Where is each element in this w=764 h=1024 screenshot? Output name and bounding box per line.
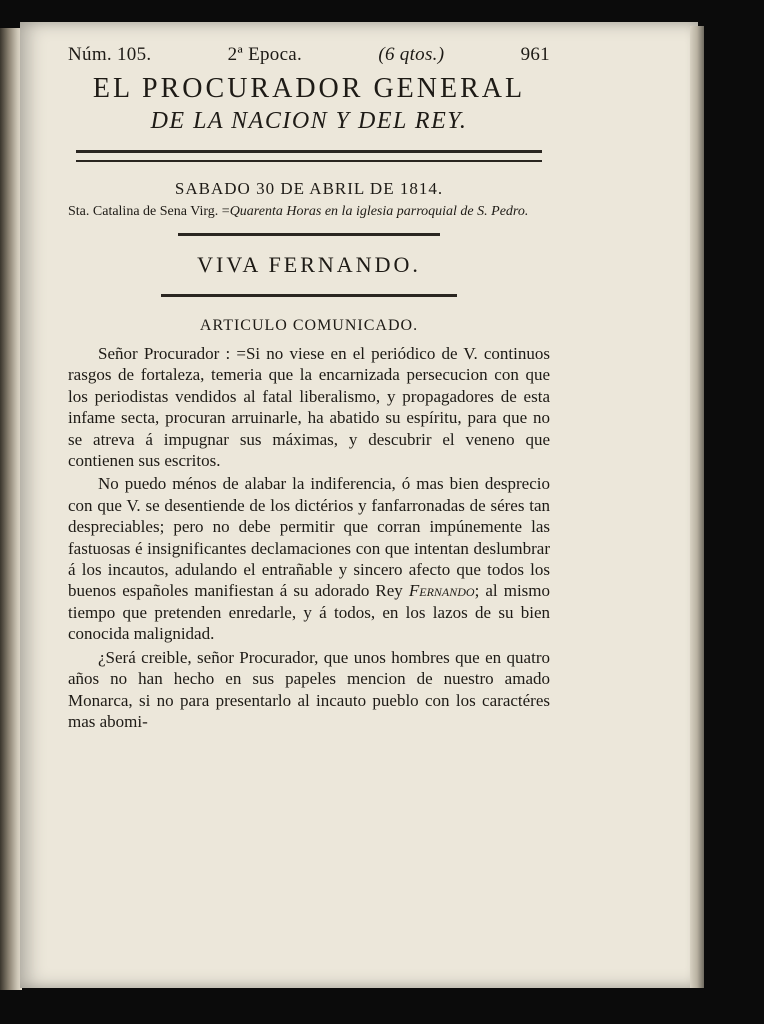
quires-label: (6 qtos.) — [378, 44, 445, 65]
epoch-label: 2ª Epoca. — [227, 44, 303, 65]
masthead-subtitle: DE LA NACION Y DEL REY. — [150, 108, 468, 134]
article-title: ARTICULO COMUNICADO. — [199, 317, 419, 334]
section-rule-bottom — [161, 294, 457, 297]
issue-date: SABADO 30 DE ABRIL DE 1814. — [174, 179, 444, 198]
page-header — [68, 44, 550, 68]
section-rule-top — [178, 233, 440, 236]
page-number: 961 — [520, 44, 550, 65]
article-paragraph-1: Señor Procurador : =Si no viese en el periódico de V. continuos rasgos de fortaleza, temeria que la encarnizada persecucion con que los periodistas vendidos al fatal liberalismo, y propagadores de esta infame secta, procuran arruinarle, ha abatido su espíritu, para que no se atreva á impugnar sus máximas, y descubrir el veneno que contienen sus escritos. — [68, 344, 550, 471]
masthead-title: EL PROCURADOR GENERAL — [92, 73, 526, 104]
article-paragraph-3: ¿Será creible, señor Procurador, que unos hombres que en quatro años no han hecho en sus papeles mencion de nuestro amado Monarca, si no para presentarlo al incauto pueblo con los caractéres mas abomi- — [68, 647, 550, 731]
page-edge — [690, 26, 704, 988]
saint-of-day — [68, 202, 550, 221]
issue-number: Núm. 105. — [68, 44, 152, 65]
viva-banner: VIVA FERNANDO. — [197, 252, 421, 277]
book-spine — [0, 28, 22, 990]
article-paragraph-2 — [68, 473, 550, 644]
page-content — [68, 44, 550, 732]
masthead-rule — [76, 150, 542, 162]
forty-hours-notice: Quarenta Horas en la iglesia parroquial de S. Pedro. — [229, 204, 529, 219]
king-name: Fernando — [408, 581, 475, 601]
saint-name: Sta. Catalina de Sena Virg. = — [68, 204, 230, 219]
paragraph-2-text-a: No puedo ménos de alabar la indiferencia, ó mas bien desprecio con que V. se desentiende de los dictérios y fanfarronadas de séres tan despreciables; pero no debe permitir que corran impúnemente las fastuosas é insignificantes declamaciones con que intentan deslumbrar á los incautos, adulando el entrañable y sincero afecto que todos los buenos españoles manifiestan á su adorado Rey — [68, 474, 550, 601]
paragraph-2-text-b: ; al mismo tiempo que pretenden enredarle, y á todos, en los lazos de su bien conocida malignidad. — [68, 581, 551, 644]
